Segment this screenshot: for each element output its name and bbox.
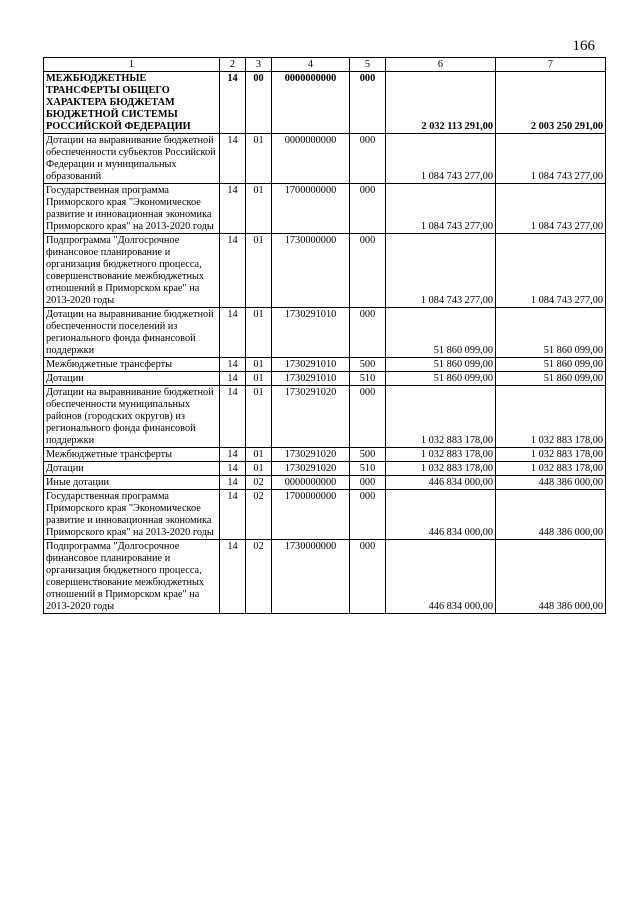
- table-row: [44, 448, 606, 462]
- row-subsection-cell: 01: [246, 448, 272, 462]
- header-row: [44, 58, 606, 72]
- row-amount-year2-cell: 1 084 743 277,00: [496, 184, 606, 234]
- row-expense-type-cell: 000: [350, 184, 386, 234]
- table-row: [44, 490, 606, 540]
- row-amount-year1-cell: 1 084 743 277,00: [386, 184, 496, 234]
- row-section-cell: 14: [220, 462, 246, 476]
- row-expense-type-cell: 510: [350, 462, 386, 476]
- row-subsection-cell: 01: [246, 234, 272, 308]
- row-section-cell: 14: [220, 448, 246, 462]
- row-amount-year2-cell: 51 860 099,00: [496, 372, 606, 386]
- table-row: [44, 134, 606, 184]
- header-cell: 5: [350, 58, 386, 72]
- row-name-cell: Государственная программа Приморского края "Экономическое развитие и инновационная экономика Приморского края" на 2013-2020 годы: [44, 184, 220, 234]
- page-number: 166: [572, 38, 595, 54]
- header-cell: 1: [44, 58, 220, 72]
- row-section-cell: 14: [220, 540, 246, 614]
- row-target-code-cell: 1730291020: [272, 448, 350, 462]
- row-name-cell: Дотации на выравнивание бюджетной обеспеченности муниципальных районов (городских округов) из регионального фонда финансовой поддержки: [44, 386, 220, 448]
- row-target-code-cell: 1730000000: [272, 540, 350, 614]
- row-amount-year1-cell: 51 860 099,00: [386, 308, 496, 358]
- row-target-code-cell: 1700000000: [272, 184, 350, 234]
- row-subsection-cell: 01: [246, 308, 272, 358]
- row-amount-year2-cell: 51 860 099,00: [496, 308, 606, 358]
- row-expense-type-cell: 510: [350, 372, 386, 386]
- row-amount-year2-cell: 1 032 883 178,00: [496, 386, 606, 448]
- row-expense-type-cell: 000: [350, 386, 386, 448]
- row-section-cell: 14: [220, 134, 246, 184]
- row-expense-type-cell: 500: [350, 358, 386, 372]
- row-target-code-cell: 1730291010: [272, 308, 350, 358]
- row-expense-type-cell: 000: [350, 476, 386, 490]
- row-section-cell: 14: [220, 476, 246, 490]
- row-name-cell: Государственная программа Приморского края "Экономическое развитие и инновационная экономика Приморского края" на 2013-2020 годы: [44, 490, 220, 540]
- row-section-cell: 14: [220, 308, 246, 358]
- row-section-cell: 14: [220, 72, 246, 134]
- table-row: [44, 386, 606, 448]
- row-name-cell: Межбюджетные трансферты: [44, 358, 220, 372]
- row-name-cell: Дотации: [44, 372, 220, 386]
- row-amount-year1-cell: 446 834 000,00: [386, 476, 496, 490]
- row-amount-year2-cell: 448 386 000,00: [496, 490, 606, 540]
- header-cell: 2: [220, 58, 246, 72]
- row-subsection-cell: 02: [246, 490, 272, 540]
- row-target-code-cell: 1730291010: [272, 372, 350, 386]
- row-expense-type-cell: 000: [350, 72, 386, 134]
- row-amount-year2-cell: 1 084 743 277,00: [496, 234, 606, 308]
- table-row: [44, 72, 606, 134]
- table-row: [44, 462, 606, 476]
- row-target-code-cell: 1730291020: [272, 386, 350, 448]
- row-subsection-cell: 01: [246, 184, 272, 234]
- row-subsection-cell: 01: [246, 372, 272, 386]
- row-amount-year1-cell: 1 084 743 277,00: [386, 134, 496, 184]
- row-name-cell: Межбюджетные трансферты: [44, 448, 220, 462]
- row-target-code-cell: 0000000000: [272, 134, 350, 184]
- row-section-cell: 14: [220, 386, 246, 448]
- table-row: [44, 234, 606, 308]
- row-section-cell: 14: [220, 372, 246, 386]
- row-amount-year1-cell: 446 834 000,00: [386, 490, 496, 540]
- row-amount-year2-cell: 1 084 743 277,00: [496, 134, 606, 184]
- row-amount-year2-cell: 2 003 250 291,00: [496, 72, 606, 134]
- row-amount-year2-cell: 51 860 099,00: [496, 358, 606, 372]
- row-subsection-cell: 01: [246, 386, 272, 448]
- row-subsection-cell: 02: [246, 540, 272, 614]
- row-expense-type-cell: 000: [350, 234, 386, 308]
- row-name-cell: Подпрограмма "Долгосрочное финансовое планирование и организация бюджетного процесса, совершенствование межбюджетных отношений в Приморском крае" на 2013-2020 годы: [44, 234, 220, 308]
- row-target-code-cell: 1730291010: [272, 358, 350, 372]
- row-section-cell: 14: [220, 184, 246, 234]
- table-row: [44, 358, 606, 372]
- row-amount-year2-cell: 1 032 883 178,00: [496, 462, 606, 476]
- header-cell: 4: [272, 58, 350, 72]
- row-target-code-cell: 0000000000: [272, 476, 350, 490]
- row-subsection-cell: 02: [246, 476, 272, 490]
- row-target-code-cell: 0000000000: [272, 72, 350, 134]
- row-expense-type-cell: 000: [350, 490, 386, 540]
- row-target-code-cell: 1730291020: [272, 462, 350, 476]
- table-row: [44, 540, 606, 614]
- row-name-cell: Дотации: [44, 462, 220, 476]
- row-section-cell: 14: [220, 358, 246, 372]
- row-amount-year2-cell: 1 032 883 178,00: [496, 448, 606, 462]
- row-amount-year1-cell: 446 834 000,00: [386, 540, 496, 614]
- table-row: [44, 476, 606, 490]
- header-cell: 6: [386, 58, 496, 72]
- header-cell: 3: [246, 58, 272, 72]
- row-amount-year1-cell: 1 032 883 178,00: [386, 448, 496, 462]
- header-cell: 7: [496, 58, 606, 72]
- row-amount-year1-cell: 51 860 099,00: [386, 372, 496, 386]
- row-amount-year1-cell: 1 032 883 178,00: [386, 462, 496, 476]
- row-name-cell: Подпрограмма "Долгосрочное финансовое планирование и организация бюджетного процесса, совершенствование межбюджетных отношений в Приморском крае" на 2013-2020 годы: [44, 540, 220, 614]
- row-target-code-cell: 1730000000: [272, 234, 350, 308]
- row-subsection-cell: 01: [246, 462, 272, 476]
- row-name-cell: МЕЖБЮДЖЕТНЫЕ ТРАНСФЕРТЫ ОБЩЕГО ХАРАКТЕРА БЮДЖЕТАМ БЮДЖЕТНОЙ СИСТЕМЫ РОССИЙСКОЙ ФЕДЕРАЦИИ: [44, 72, 220, 134]
- row-subsection-cell: 01: [246, 358, 272, 372]
- row-name-cell: Дотации на выравнивание бюджетной обеспеченности субъектов Российской Федерации и муниципальных образований: [44, 134, 220, 184]
- row-amount-year2-cell: 448 386 000,00: [496, 476, 606, 490]
- row-subsection-cell: 01: [246, 134, 272, 184]
- table-row: [44, 184, 606, 234]
- row-section-cell: 14: [220, 490, 246, 540]
- row-section-cell: 14: [220, 234, 246, 308]
- budget-table: [43, 57, 606, 614]
- row-expense-type-cell: 500: [350, 448, 386, 462]
- row-amount-year1-cell: 51 860 099,00: [386, 358, 496, 372]
- row-amount-year1-cell: 1 084 743 277,00: [386, 234, 496, 308]
- table-row: [44, 372, 606, 386]
- row-expense-type-cell: 000: [350, 308, 386, 358]
- row-amount-year2-cell: 448 386 000,00: [496, 540, 606, 614]
- row-subsection-cell: 00: [246, 72, 272, 134]
- row-expense-type-cell: 000: [350, 540, 386, 614]
- row-name-cell: Дотации на выравнивание бюджетной обеспеченности поселений из регионального фонда финансовой поддержки: [44, 308, 220, 358]
- row-name-cell: Иные дотации: [44, 476, 220, 490]
- table-row: [44, 308, 606, 358]
- row-amount-year1-cell: 2 032 113 291,00: [386, 72, 496, 134]
- row-expense-type-cell: 000: [350, 134, 386, 184]
- row-amount-year1-cell: 1 032 883 178,00: [386, 386, 496, 448]
- row-target-code-cell: 1700000000: [272, 490, 350, 540]
